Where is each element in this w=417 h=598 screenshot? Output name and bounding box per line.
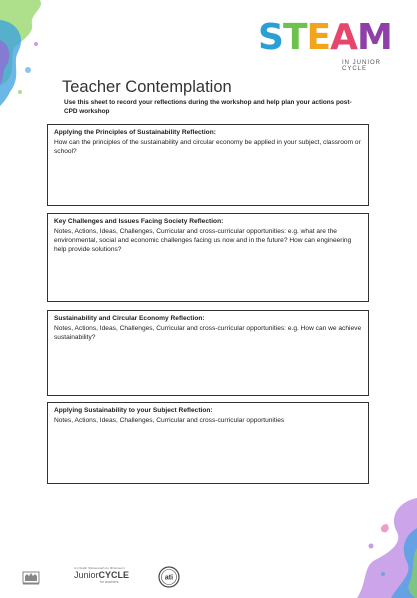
paint-splash-bottom-right [327,488,417,598]
ati-logo-text: ati [164,574,174,582]
reflection-box-key-challenges [47,213,369,302]
steam-letter-t: T [282,17,307,58]
reflection-heading: Applying the Principles of Sustainability Reflection: [54,129,216,136]
reflection-input-1[interactable] [54,159,362,199]
junior-cycle-logo [74,566,136,588]
reflection-heading: Key Challenges and Issues Facing Society Reflection: [54,218,224,225]
reflection-input-2[interactable] [54,258,362,295]
jc-irish-text: An tSraith Shóisearach do Mhúinteoirí [74,566,125,570]
reflection-box-sustainability-principles [47,124,369,206]
ati-logo-icon [158,566,180,588]
government-crest-icon [22,569,40,585]
steam-letter-s: S [258,17,283,58]
reflection-heading: Sustainability and Circular Economy Reflection: [54,315,205,322]
reflection-input-3[interactable] [54,345,362,389]
reflection-prompt: Notes, Actions, Ideas, Challenges, Curricular and cross-curricular opportunities: e.g. what are the environmental, social and economic challenges facing us now and in the future? How can engineering help provide solutions? [54,227,352,253]
reflection-box-subject-application [47,402,369,484]
jc-for-teachers: for teachers [100,580,119,584]
reflection-heading: Applying Sustainability to your Subject Reflection: [54,407,213,414]
reflection-input-4[interactable] [54,429,362,477]
jc-word-junior: Junior [74,570,99,580]
intro-text: Use this sheet to record your reflections during the workshop and help plan your actions post-CPD workshop [64,99,352,115]
page-title: Teacher Contemplation [62,78,232,96]
jc-wordmark [74,570,136,580]
steam-letter-m: M [356,17,392,58]
steam-logo-word [258,18,408,58]
reflection-prompt: Notes, Actions, Ideas, Challenges, Curricular and cross-curricular opportunities [54,416,285,424]
reflection-box-circular-economy [47,310,369,396]
steam-letter-a: A [330,17,357,58]
steam-logo-subtitle: IN JUNIOR CYCLE [342,60,381,72]
steam-logo [258,18,408,76]
reflection-prompt: Notes, Actions, Ideas, Challenges, Curricular and cross-curricular opportunities: e.g. How can we achieve sustainability? [54,324,362,341]
steam-letter-e: E [306,17,331,58]
jc-word-cycle: CYCLE [98,570,130,580]
reflection-prompt: How can the principles of the sustainability and circular economy be applied in your subject, classroom or school? [54,138,361,155]
